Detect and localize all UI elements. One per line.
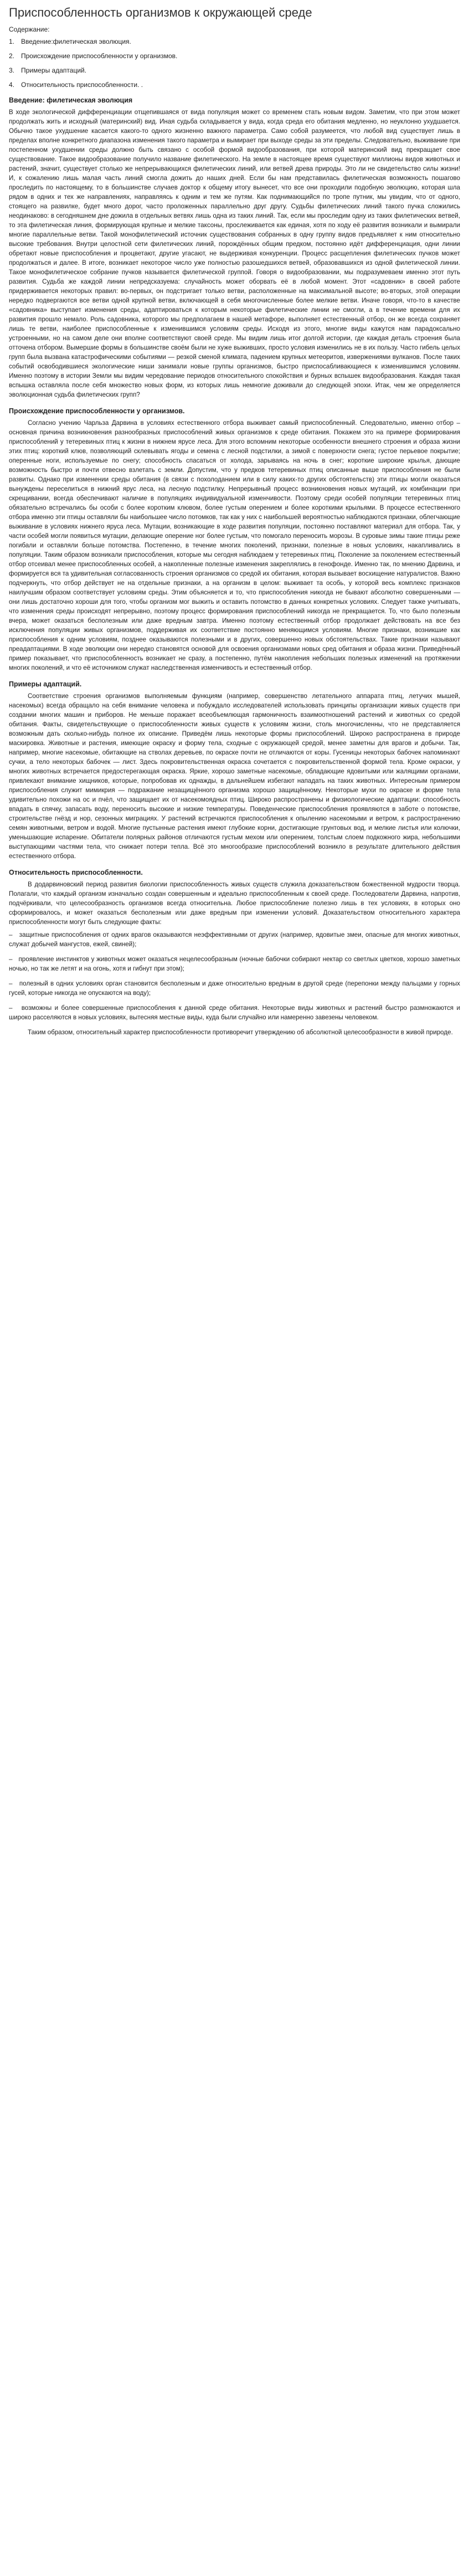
- toc-item-label: Происхождение приспособленности у организмов.: [21, 52, 178, 60]
- toc-item: 4. Относительность приспособленности. .: [9, 81, 143, 89]
- toc-item: 2. Происхождение приспособленности у организмов.: [9, 52, 178, 60]
- table-of-contents: [9, 38, 460, 89]
- paragraph: В ходе экологической дифференциации отщепившаяся от вида популяция может со временем стать новым видом. Заметим, что при этом может продолжать жить и исходный (материнский) вид. Иная судьба складывается у вида, когда среда его обитания медленно, но неуклонно ухудшается. Обычно такое ухудшение касается какого-то одного жизненно важного параметра. Само собой разумеется, что любой вид существует лишь в пределах вполне конкретного диапазона изменения такого параметра и вымирает при выходе среды за эти пределы. Следовательно, выживание при постепенном ухудшении среды должно быть связано с особой формой видообразования, при которой материнский вид прекращает свое существование. Такое видообразование получило название филетического. На земле в настоящее время существуют миллионы видов животных и растений, значит, существует столько же непрерывающихся филетических линий, или ветвей древа природы. Это ли не свидетельство силы жизни! И, к сожалению лишь малая часть линий смогла дожить до наших дней. Если бы нам представилась филетическая возможность пошагово проследить по настоящему, то в большинстве случаев доктор к общему итогу вынесет, что все они проходили подобную эволюцию, которая шла рядом в одних и тех же направлениях, направляясь к одним и тем же путям. Как поднимающийся по тропе путник, мы увидим, что от одного, стоящего на развилке, будет много дорог, часто проложенных параллельно друг другу. Судьбы филетических линий такого пучка сложились неодинаково: в сегодняшнем дне дожила в отдельных ветвях лишь одна из таких линий. Так, если мы проследим одну из таких филетических ветвей, то эта филетическая линия, формирующая крупные и мелкие таксоны, прослеживается как единая, хотя по ходу её развития возникали и вымирали многие параллельные ветви. Такой монофилетический источник существования собранных в одну группу видов предъявляет к ним относительно высокие требования. Внутри целостной сети филетических линий, порождённых общим предком, постоянно идёт дифференциация, одни линии обретают новые приспособления и процветают, другие угасают, не выдерживая конкуренции. Процесс расщепления филетических пучков может продолжаться и далее. В итоге, возникает некоторое число уже полностью разошедшихся ветвей, образовавшихся из одной филетической линии. Такое монофилетическое собрание пучков называется филетической группой. Говоря о видообразовании, мы подразумеваем именно этот путь развития. Судьба же каждой линии непредсказуема: случайность может оборвать её в любой момент. Этот «садовник» в своей работе придерживается некоторых правил: во-первых, он подстригает только ветви, расположенные на максимальной высоте; во-вторых, этой операции нередко подвергаются все ветви одной крупной ветви, включающей в себя многочисленные более мелкие ветви. Иначе говоря, что-то в качестве «садовника» выступает изменения среды, адаптироваться к которым некоторые филетические линии не смогли, а в течение времени для их развития прошло немало. Роль садовника, которого мы предполагаем в нашей метафоре, выполняет естественный отбор, он же всегда сохраняет лишь те ветви, наиболее приспособленные к изменившимся условиям среды. Исходя из этого, многие виды кажутся нам парадоксально устроенными, но на самом деле они вполне соответствуют своей среде. Мы видим лишь итог долгой истории, где каждая деталь строения была отточена отбором. Вымершие формы в большинстве своём были не хуже выживших, просто условия изменились не в их пользу. Часто гибель целых групп была вызвана катастрофическими событиями — резкой сменой климата, падением крупных метеоритов, извержениями вулканов. После таких событий освободившиеся экологические ниши занимали новые группы организмов, быстро приспосабливающиеся к изменившимся условиям. Именно поэтому в истории Земли мы видим чередование периодов относительного спокойствия и бурных вспышек видообразования. Каждая такая вспышка оставляла после себя множество новых форм, из которых лишь немногие доживали до следующей эпохи. Итак, чем же определяется эволюционная судьба филетических групп?: [9, 109, 460, 398]
- toc-item: 1. Введение:филетическая эволюция.: [9, 38, 131, 45]
- paragraph: Соответствие строения организмов выполняемым функциям (например, совершенство летательного аппарата птиц, летучих мышей, насекомых) всегда обращало на себя внимание человека и побуждало исследователей использовать принципы организации живых существ при создании многих машин и приборов. Не меньше поражает всеобъемлющая гармоничность взаимоотношений растений и животных со средой обитания. Факты, свидетельствующие о приспособленности живых существ к условиям жизни, столь многочисленны, что не представляется возможным дать сколько-нибудь полное их описание. Приведём лишь некоторые формы приспособлений. Широко распространена в природе маскировка. Животные и растения, имеющие окраску и форму тела, сходные с окружающей средой, менее заметны для врагов и добычи. Так, например, многие насекомые, обитающие на стволах деревьев, по окраске почти не отличаются от коры. Гусеницы некоторых бабочек напоминают сучки, а тело некоторых бабочек — лист. Здесь покровительственная окраска сочетается с покровительственной формой тела. Кроме окраски, у многих животных встречается предостерегающая окраска. Яркие, хорошо заметные насекомые, обладающие ядовитыми или жалящими органами, привлекают внимание хищников, которые, попробовав их однажды, в дальнейшем избегают нападать на таких животных. Интересным примером приспособления служит мимикрия — подражание незащищённого организма хорошо защищённому. Некоторые мухи по окраске и форме тела удивительно похожи на ос и пчёл, что защищает их от насекомоядных птиц. Широко распространены и физиологические адаптации: способность впадать в спячку, запасать воду, переносить высокие и низкие температуры. Поведенческие приспособления проявляются в заботе о потомстве, строительстве гнёзд и нор, сезонных миграциях. У растений встречаются приспособления к опылению насекомыми и ветром, к распространению семян животными, ветром и водой. Многие пустынные растения имеют глубокие корни, достигающие грунтовых вод, и мелкие листья или колючки, уменьшающие испарение. Обитатели полярных районов отличаются густым мехом или оперением, толстым слоем подкожного жира, небольшими выступающими частями тела, что снижает потери тепла. Всё это многообразие приспособлений возникло в результате длительного действия естественного отбора.: [9, 692, 460, 860]
- toc-item-label: Примеры адаптаций.: [21, 66, 87, 74]
- toc-item: 3. Примеры адаптаций.: [9, 66, 87, 74]
- paragraph: В додарвиновский период развития биологии приспособленность живых существ служила доказательством божественной мудрости творца. Полагали, что каждый организм изначально создан совершенным и идеально приспособленным к своей среде. Последователи Дарвина, напротив, подчёркивали, что целесообразность организмов всегда относительна. Любое приспособление полезно лишь в тех условиях, в которых оно сформировалось, и может оказаться бесполезным или даже вредным при изменении условий. Доказательством относительного характера приспособленности могут быть следующие факты:: [9, 881, 460, 926]
- section-heading: Примеры адаптаций.: [9, 680, 82, 688]
- contents-label: Содержание:: [9, 25, 50, 33]
- paragraph: Согласно учению Чарльза Дарвина в условиях естественного отбора выживает самый приспособленный. Следовательно, именно отбор – основная причина возникновения разнообразных приспособлений живых организмов к среде обитания. Покажем это на примере формирования приспособлений у тетеревиных птиц к жизни в нижнем ярусе леса. Для этого вспомним некоторые особенности внешнего строения и образа жизни этих птиц: короткий клюв, позволяющий склевывать ягоды и семена с лесной подстилки, а зимой с поверхности снега; густое перьевое покрытие; оперенные ноги, используемые по снегу; способность спасаться от холода, зарываясь на ночь в снег; короткие широкие крылья, дающие возможность быстро и почти отвесно взлетать с земли. Допустим, что у предков тетеревиных птиц описанные выше приспособления не были развиты. Однако при изменении среды обитания (в связи с похолоданием или в силу каких-то других обстоятельств) эти птицы могли оказаться вынуждены переселиться в нижний ярус леса, на лесную подстилку. Непрерывный процесс возникновения новых мутаций, их комбинации при скрещивании, всегда обеспечивают наличие в популяциях индивидуальной изменчивости. Поэтому среди особей популяции тетеревиных птиц обязательно встречались бы особи с более коротким клювом, более густым оперением и более короткими крыльями. В процессе естественного отбора именно эти птицы оставляли бы наибольшее число потомков, так как у них с наибольшей вероятностью наблюдаются признаки, облегчающие выживание в условиях нижнего яруса леса. Мутации, возникающие в ходе развития популяции, постоянно поставляют материал для отбора. Так, у части особей могли появиться мутации, делающие оперение ног более густым, что помогало переносить морозы. В суровые зимы такие птицы реже погибали и оставляли больше потомства. Постепенно, в течение многих поколений, признаки, полезные в новых условиях, накапливались в популяции. Таким образом возникали приспособления, которые мы сегодня наблюдаем у тетеревиных птиц. Поколение за поколением естественный отбор отсеивал менее приспособленных особей, а накопленные полезные изменения закреплялись в генофонде. Именно так, по мнению Дарвина, и формируется вся та удивительная согласованность строения организмов со средой их обитания, которая вызывает восхищение натуралистов. Важно подчеркнуть, что отбор действует не на отдельные признаки, а на организм в целом: выживает та особь, у которой весь комплекс признаков наилучшим образом соответствует условиям среды. Этим объясняется и то, что приспособления никогда не бывают абсолютно совершенными — они лишь достаточно хороши для того, чтобы организм мог выжить и оставить потомство в данных конкретных условиях. Следует также учитывать, что изменения среды происходят непрерывно, поэтому процесс формирования приспособлений никогда не прекращается. То, что было полезным вчера, может оказаться бесполезным или даже вредным завтра. Именно поэтому естественный отбор продолжает действовать на все без исключения популяции живых организмов, поддерживая их соответствие постоянно меняющимся условиям. Многие признаки, возникшие как приспособления к одним условиям, позднее оказываются полезными и в других, совершенно новых обстоятельствах. Такие признаки называют преадаптациями. В ходе эволюции они нередко становятся основой для освоения организмами новых сред обитания и образа жизни. Приведённый пример показывает, что приспособленность возникает не сразу, а постепенно, путём накопления небольших полезных изменений на протяжении многих поколений, и что её источником служат наследственная изменчивость и естественный отбор.: [9, 419, 460, 671]
- list-item: – защитные приспособления от одних врагов оказываются неэффективными от других (например, ядовитые змеи, опасные для многих животных, служат добычей мангустов, ежей, свиней);: [9, 931, 460, 948]
- section-heading: Введение: филетическая эволюция: [9, 96, 133, 104]
- fact-list: [9, 930, 460, 1022]
- section-heading: Относительность приспособленности.: [9, 869, 143, 876]
- list-item: – проявление инстинктов у животных может оказаться нецелесообразным (ночные бабочки собирают нектар со светлых цветков, хорошо заметных ночью, но так же летят и на огонь, хотя и гибнут при этом);: [9, 956, 460, 972]
- toc-item-label: Относительность приспособленности. .: [21, 81, 143, 89]
- paragraph: Таким образом, относительный характер приспособленности противоречит утверждению об абсолютной целесообразности в живой природе.: [28, 1029, 453, 1036]
- section-heading: Происхождение приспособленности у организмов.: [9, 407, 185, 415]
- toc-item-label: Введение:филетическая эволюция.: [21, 38, 131, 45]
- document-page: [0, 0, 469, 1050]
- section-origin: [9, 407, 460, 673]
- section-introduction: [9, 96, 460, 399]
- page-title: Приспособленность организмов к окружающей среде: [9, 6, 312, 19]
- list-item: – полезный в одних условиях орган становится бесполезным и даже относительно вредным в другой среде (перепонки между пальцами у горных гусей, которые никогда не опускаются на воду);: [9, 980, 460, 997]
- list-item: – возможны и более совершенные приспособления к данной среде обитания. Некоторые виды животных и растений быстро размножаются и широко расселяются в новых условиях, вытесняя местные виды, куда были случайно или намеренно завезены человеком.: [9, 1004, 460, 1021]
- section-examples: [9, 680, 460, 861]
- section-relativity: [9, 869, 460, 1037]
